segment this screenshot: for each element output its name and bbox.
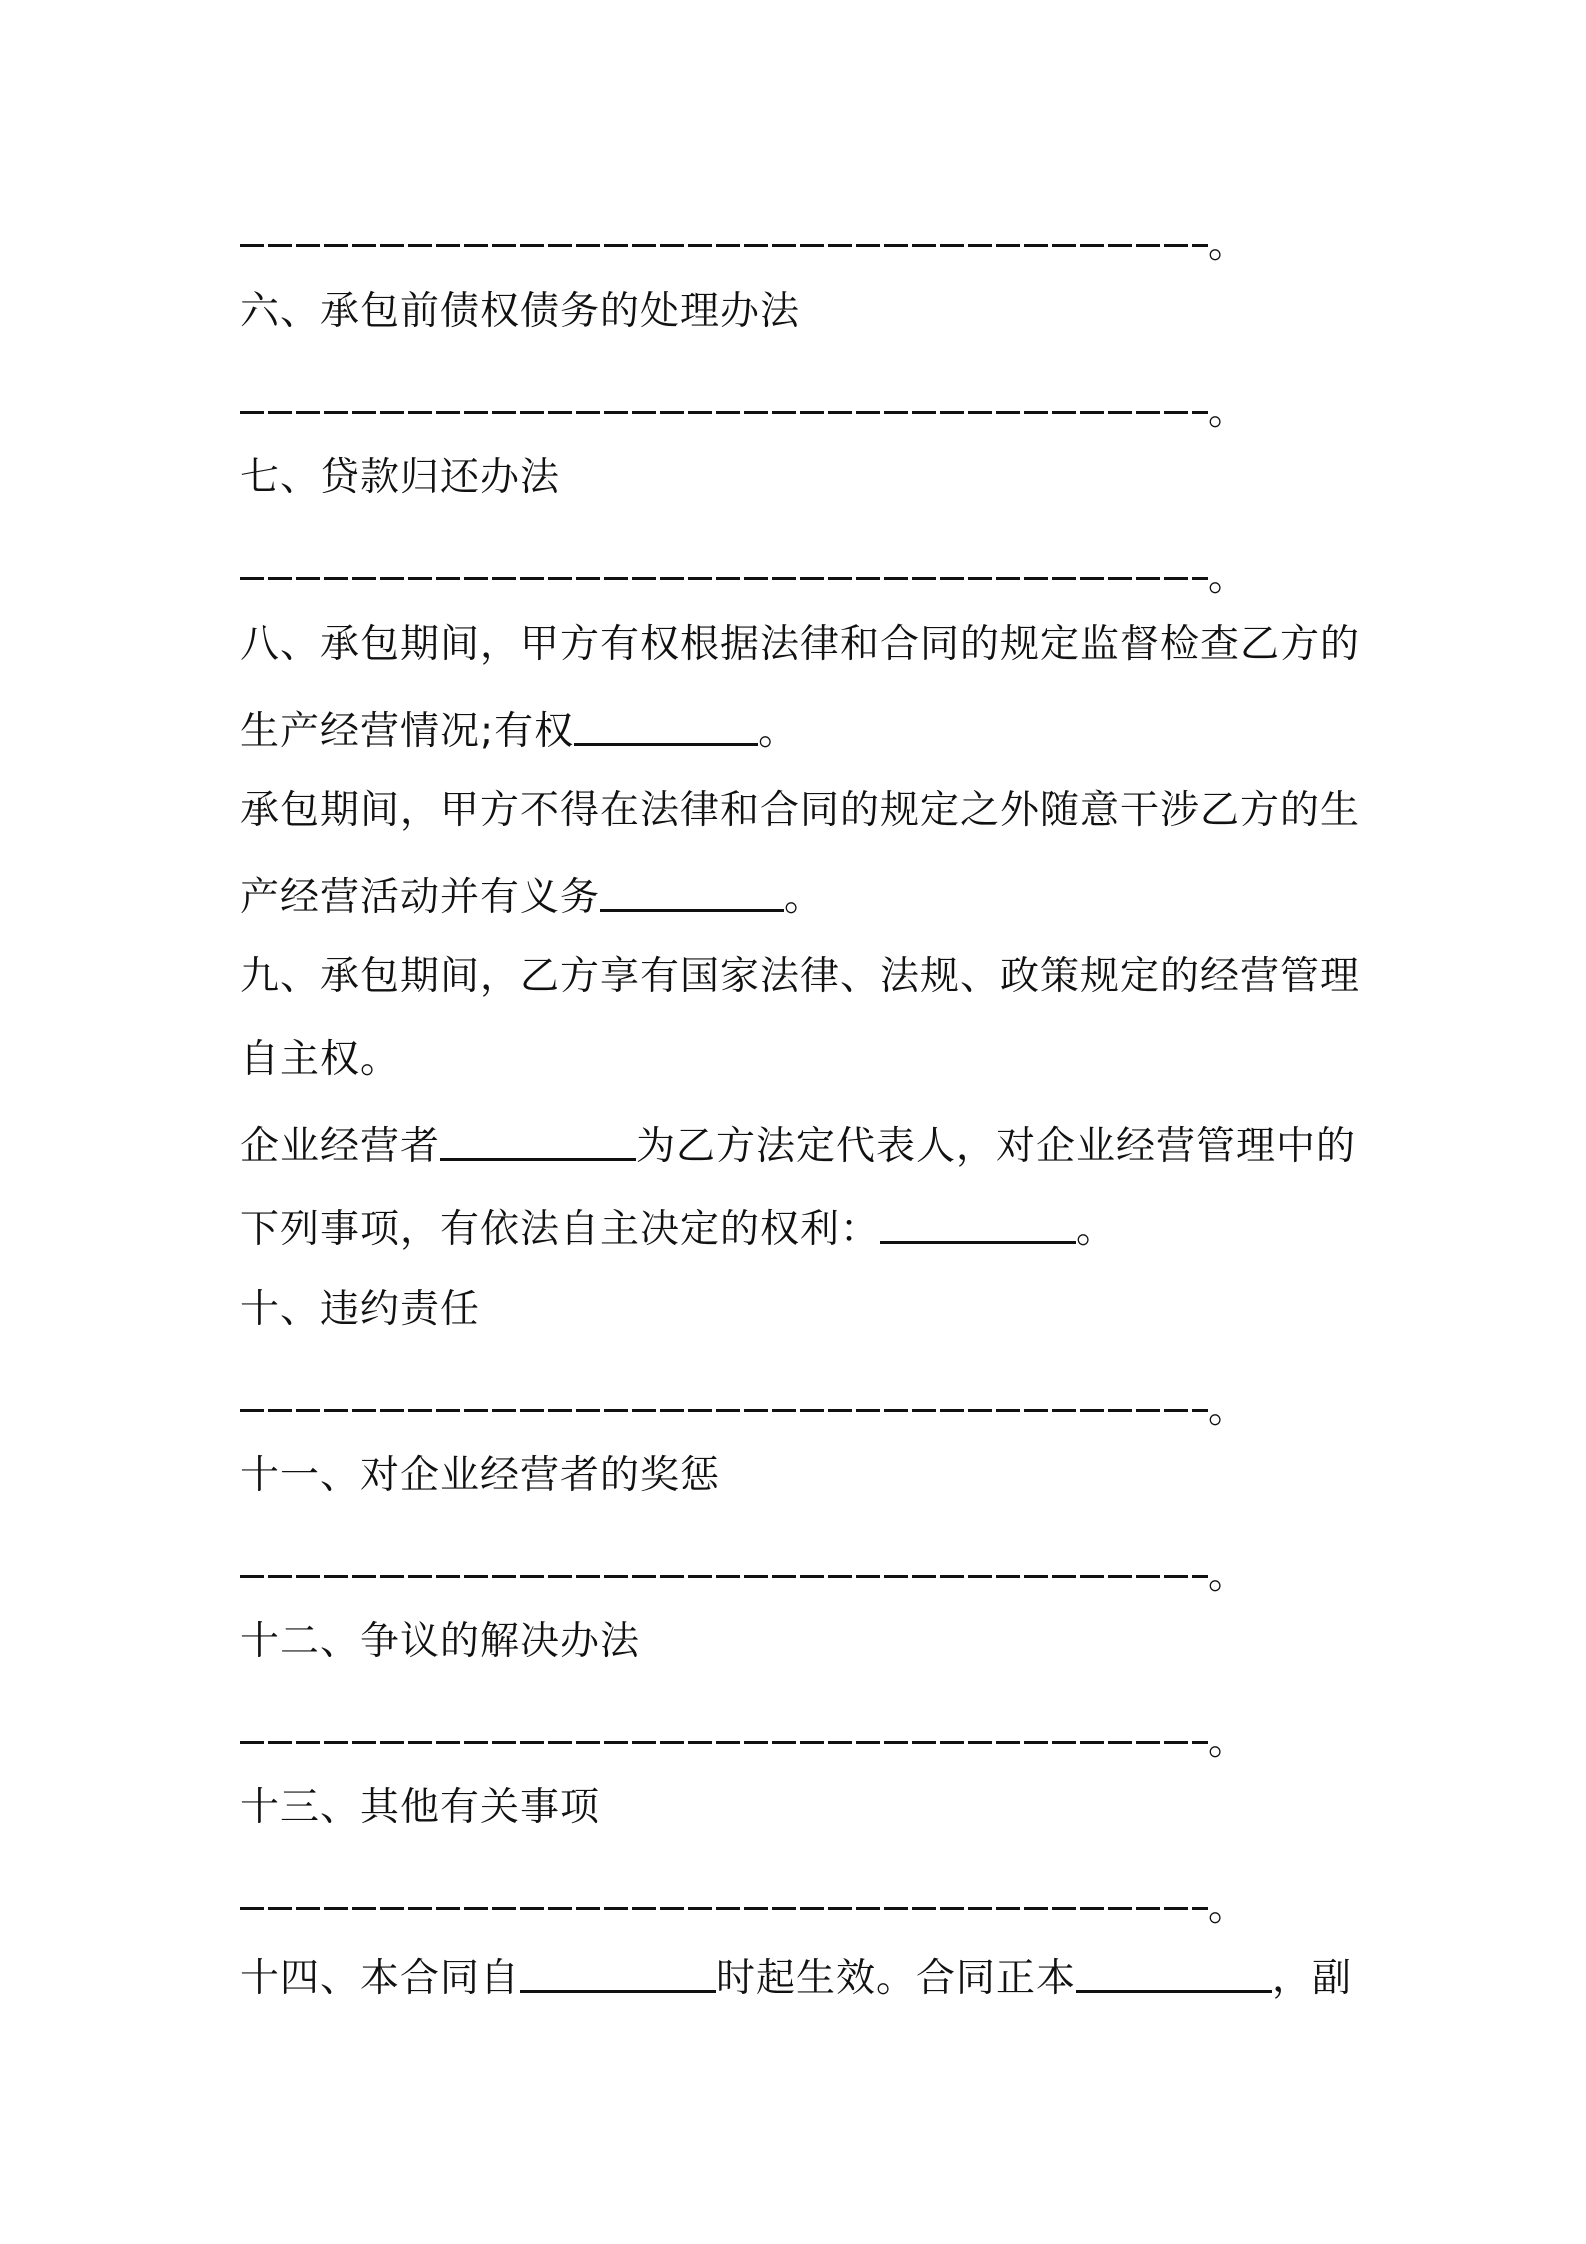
section-heading-thirteen: 十三、其他有关事项 <box>240 1785 601 1830</box>
blank-field <box>1076 1950 1272 1993</box>
section-fourteen-text-a: 十四、本合同自 <box>240 1956 521 2001</box>
fill-line <box>240 1385 1248 1435</box>
section-eight-line-2-text: 生产经营情况;有权 <box>240 709 575 754</box>
section-heading-eleven: 十一、对企业经营者的奖惩 <box>240 1453 721 1498</box>
fill-line <box>240 1551 1248 1601</box>
section-fourteen-text-b: 时起生效。合同正本 <box>716 1956 1077 2001</box>
section-eight-line-4-text: 产经营活动并有义务 <box>240 875 601 920</box>
period: 。 <box>1208 1885 1248 1930</box>
section-nine-line-4-text: 下列事项，有依法自主决定的权利： <box>240 1207 881 1252</box>
period: 。 <box>1076 1207 1117 1252</box>
fill-underline <box>240 1409 1208 1412</box>
section-nine-line-2: 自主权。 <box>240 1037 401 1082</box>
fill-underline <box>240 1741 1208 1744</box>
section-eight-line-4 <box>240 869 824 923</box>
section-fourteen-text-c: ，副 <box>1272 1956 1353 2001</box>
section-eight-line-3: 承包期间，甲方不得在法律和合同的规定之外随意干涉乙方的生 <box>240 788 1361 833</box>
section-heading-six: 六、承包前债权债务的处理办法 <box>240 289 801 334</box>
period: 。 <box>1208 389 1248 434</box>
section-heading-seven: 七、贷款归还办法 <box>240 455 561 500</box>
period: 。 <box>1208 1553 1248 1598</box>
section-fourteen-line-1 <box>240 1950 1352 2004</box>
section-heading-twelve: 十二、争议的解决办法 <box>240 1619 641 1664</box>
section-nine-line-3-text-b: 为乙方法定代表人，对企业经营管理中的 <box>636 1124 1357 1169</box>
period: 。 <box>758 709 799 754</box>
section-nine-line-4 <box>240 1201 1116 1255</box>
section-nine-line-3-text-a: 企业经营者 <box>240 1124 441 1169</box>
fill-underline <box>240 244 1208 247</box>
blank-field <box>600 869 784 912</box>
period: 。 <box>1208 1719 1248 1764</box>
fill-line <box>240 220 1248 270</box>
fill-line <box>240 387 1248 437</box>
blank-field <box>880 1201 1076 1244</box>
section-eight-line-1: 八、承包期间，甲方有权根据法律和合同的规定监督检查乙方的 <box>240 622 1361 667</box>
fill-underline <box>240 411 1208 414</box>
section-heading-ten: 十、违约责任 <box>240 1287 481 1332</box>
blank-field <box>574 703 758 746</box>
period: 。 <box>784 875 825 920</box>
blank-field <box>440 1118 636 1161</box>
period: 。 <box>1208 555 1248 600</box>
blank-field <box>520 1950 716 1993</box>
section-eight-line-2 <box>240 703 798 757</box>
fill-underline <box>240 1575 1208 1578</box>
fill-line <box>240 1883 1248 1933</box>
period: 。 <box>1208 1387 1248 1432</box>
section-nine-line-3 <box>240 1118 1356 1172</box>
section-nine-line-1: 九、承包期间，乙方享有国家法律、法规、政策规定的经营管理 <box>240 954 1361 999</box>
fill-line <box>240 553 1248 603</box>
period: 。 <box>1208 222 1248 267</box>
fill-underline <box>240 1907 1208 1910</box>
fill-line <box>240 1717 1248 1767</box>
fill-underline <box>240 577 1208 580</box>
